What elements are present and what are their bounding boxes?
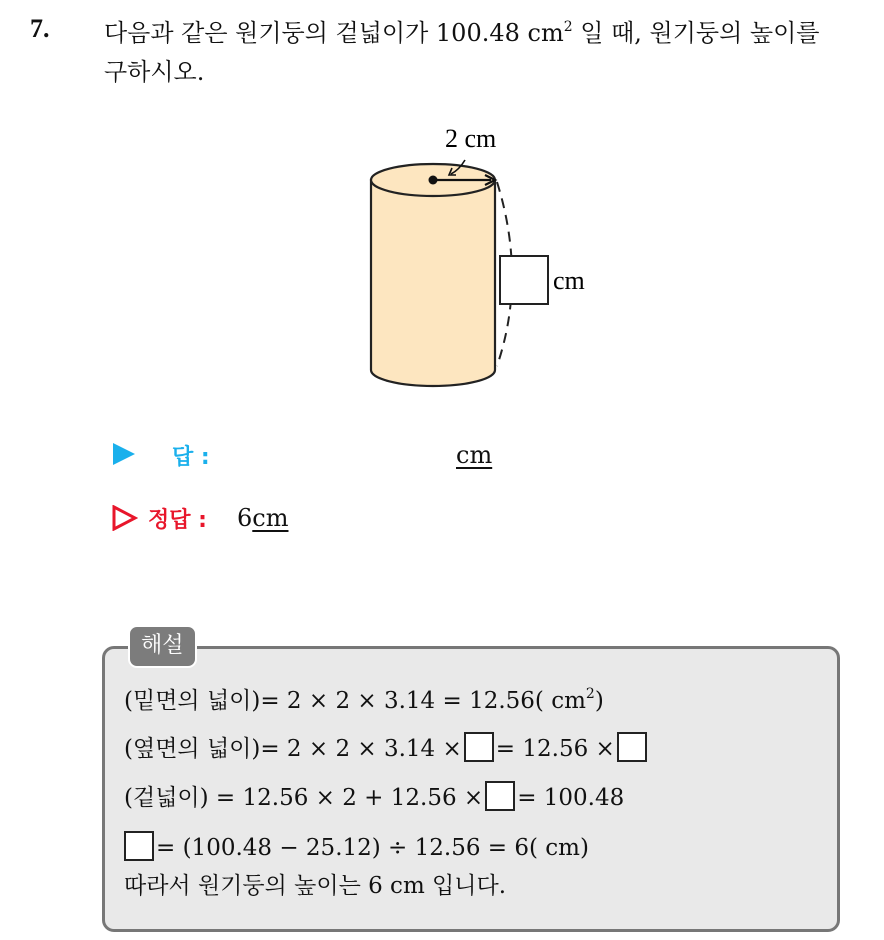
radius-label: 2 cm <box>445 124 497 153</box>
solution-line-1-sup: 2 <box>585 686 595 702</box>
correct-label: 정답 : <box>148 508 207 533</box>
solution-line-2-part1: (옆면의 넓이)= 2 × 2 × 3.14 × <box>124 736 462 762</box>
solution-line-3-part1: (겉넓이) = 12.56 × 2 + 12.56 × <box>124 785 484 811</box>
blank-box <box>124 831 154 861</box>
answer-unit: cm <box>456 441 493 469</box>
solution-line-1-text: (밑면의 넓이)= 2 × 2 × 3.14 = 12.56( cm <box>124 688 586 714</box>
solution-line-4-text: = (100.48 − 25.12) ÷ 12.56 = 6( cm) <box>156 835 589 861</box>
cylinder-body <box>371 180 495 386</box>
question-line-1-tail: 일 때, 원기둥의 높이를 <box>572 19 820 47</box>
correct-unit: cm <box>252 504 289 532</box>
blank-box <box>617 732 647 762</box>
correct-answer <box>237 504 288 532</box>
outline-triangle-icon <box>112 505 138 531</box>
question-number: 7. <box>30 14 50 43</box>
question-line-2: 구하시오. <box>104 58 205 86</box>
height-blank-box <box>500 256 548 304</box>
question-line-1 <box>104 14 874 53</box>
play-triangle-icon <box>113 443 135 465</box>
correct-value: 6 <box>237 504 253 532</box>
solution-line-2 <box>124 732 649 766</box>
solution-line-2-part2: = 12.56 × <box>495 736 615 762</box>
blank-box <box>485 781 515 811</box>
height-unit-label: cm <box>553 266 585 295</box>
question-line-1-text: 다음과 같은 원기둥의 겉넓이가 100.48 cm <box>104 19 564 47</box>
solution-line-1 <box>124 684 604 718</box>
cylinder-figure <box>355 118 615 398</box>
solution-line-3 <box>124 781 624 815</box>
solution-line-3-part2: = 100.48 <box>517 785 625 811</box>
squared-superscript: 2 <box>563 19 573 35</box>
blank-box <box>464 732 494 762</box>
solution-tag: 해설 <box>128 625 197 668</box>
answer-label: 답 : <box>172 445 210 470</box>
solution-line-4 <box>124 831 589 865</box>
solution-line-1-tail: ) <box>594 688 604 714</box>
solution-line-5: 따라서 원기둥의 높이는 6 cm 입니다. <box>124 873 507 899</box>
question-text <box>104 14 874 92</box>
